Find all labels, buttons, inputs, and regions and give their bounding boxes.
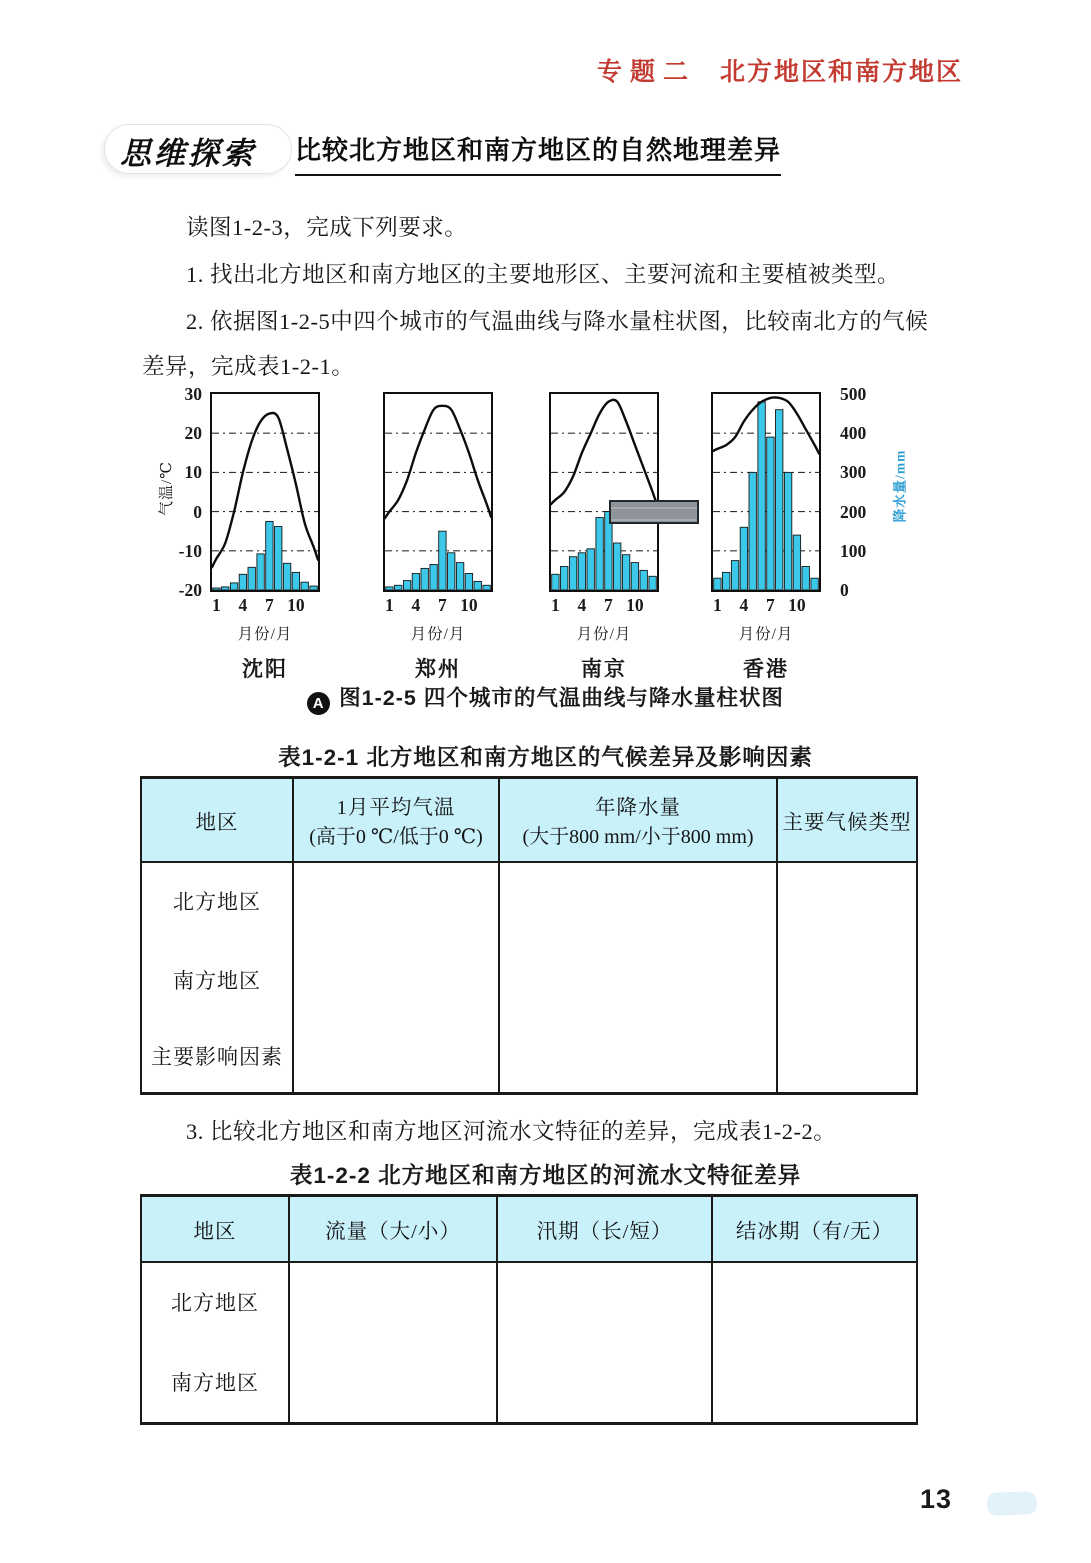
month-tick: 10 (287, 595, 305, 615)
paragraph-item2-line2: 差异，完成表1-2-1。 (142, 354, 355, 379)
precip-axis-tick: 200 (840, 501, 867, 522)
chapter-title: 北方地区和南方地区 (719, 58, 963, 86)
t1-row-label-factors: 主要影响因素 (141, 1020, 293, 1094)
table-row (141, 1342, 917, 1424)
t2-header-flow: 流量（大/小） (289, 1196, 497, 1262)
table-1-2-1 (140, 776, 918, 1095)
chart-box (383, 392, 493, 592)
climate-figure (150, 386, 970, 682)
climate-chart-zhengzhou (383, 392, 493, 683)
table1-title: 表1-2-1 北方地区和南方地区的气候差异及影响因素 (278, 745, 813, 770)
temp-axis-label: 气温/℃ (158, 461, 175, 516)
month-tick: 10 (788, 595, 806, 615)
t1-cell-blank[interactable] (777, 1020, 917, 1094)
city-label: 沈阳 (242, 658, 288, 681)
t1-row-label-north: 北方地区 (141, 862, 293, 940)
t1-cell-blank[interactable] (499, 1020, 777, 1094)
month-ticks (711, 595, 821, 619)
precip-axis-tick: 0 (840, 580, 849, 600)
month-tick: 7 (265, 595, 274, 615)
month-tick: 7 (438, 595, 447, 615)
t1-row-label-south: 南方地区 (141, 940, 293, 1020)
t2-header-flood-season: 汛期（长/短） (497, 1196, 712, 1262)
month-axis-label: 月份/月 (738, 626, 794, 643)
t2-header-ice-period: 结冰期（有/无） (712, 1196, 917, 1262)
month-tick: 1 (551, 595, 560, 615)
t2-cell-blank[interactable] (497, 1262, 712, 1342)
t2-cell-blank[interactable] (712, 1342, 917, 1424)
precip-axis-tick: 100 (840, 540, 867, 561)
month-tick: 7 (604, 595, 613, 615)
precip-axis-tick: 300 (840, 462, 867, 483)
table-row (141, 940, 917, 1020)
t1-cell-blank[interactable] (293, 862, 499, 940)
city-label: 郑州 (415, 658, 461, 681)
t1-header-region: 地区 (141, 778, 293, 862)
temp-axis-tick: 20 (184, 423, 202, 444)
t1-cell-blank[interactable] (777, 862, 917, 940)
climate-chart-hongkong (711, 392, 821, 683)
scan-artifact-gray-patch (609, 500, 699, 524)
chart-box (711, 392, 821, 592)
figure-caption-text: 图1-2-5 四个城市的气温曲线与降水量柱状图 (339, 686, 784, 710)
month-tick: 4 (739, 595, 749, 615)
month-tick: 4 (577, 595, 587, 615)
t2-row-label-north: 北方地区 (141, 1262, 289, 1342)
climate-chart-shenyang (210, 392, 320, 683)
table2-title: 表1-2-2 北方地区和南方地区的河流水文特征差异 (289, 1163, 802, 1188)
t2-cell-blank[interactable] (289, 1342, 497, 1424)
month-ticks (549, 595, 659, 619)
t1-cell-blank[interactable] (499, 862, 777, 940)
paragraph-intro: 读图1-2-3，完成下列要求。 (186, 215, 468, 240)
paragraph-item3: 3. 比较北方地区和南方地区河流水文特征的差异，完成表1-2-2。 (186, 1119, 837, 1144)
month-tick: 10 (460, 595, 478, 615)
t1-cell-blank[interactable] (777, 940, 917, 1020)
month-tick: 4 (411, 595, 421, 615)
t1-cell-blank[interactable] (293, 1020, 499, 1094)
section-title: 比较北方地区和南方地区的自然地理差异 (295, 130, 781, 176)
precip-axis-label: 降水量/mm (892, 449, 908, 523)
month-tick: 1 (385, 595, 394, 615)
t2-row-label-south: 南方地区 (141, 1342, 289, 1424)
month-tick: 4 (238, 595, 248, 615)
month-axis-label: 月份/月 (237, 626, 293, 643)
climate-chart-nanjing (549, 392, 659, 683)
city-label: 南京 (581, 658, 627, 681)
temp-axis-tick: -20 (178, 580, 202, 600)
temp-axis-tick: 10 (184, 462, 202, 483)
t2-cell-blank[interactable] (712, 1262, 917, 1342)
paragraph-item2-line1: 2. 依据图1-2-5中四个城市的气温曲线与降水量柱状图，比较南北方的气候 (186, 309, 929, 334)
month-tick: 1 (713, 595, 722, 615)
table-row (141, 1262, 917, 1342)
t2-header-region: 地区 (141, 1196, 289, 1262)
month-axis-label: 月份/月 (576, 626, 632, 643)
t1-header-jan-temp: 1月平均气温 (高于0 ℃/低于0 ℃) (293, 778, 499, 862)
page-number: 13 (920, 1484, 953, 1514)
section-badge: 思维探索 (120, 136, 256, 171)
t1-cell-blank[interactable] (499, 940, 777, 1020)
table-row (141, 1020, 917, 1094)
t1-header-climate-type: 主要气候类型 (777, 778, 917, 862)
city-label: 香港 (743, 658, 789, 681)
chapter-number: 专题二 (596, 58, 696, 86)
precip-axis-tick: 400 (840, 423, 867, 444)
figure-caption (0, 681, 1091, 715)
temp-axis-tick: 0 (193, 501, 202, 522)
temp-axis-tick: -10 (178, 540, 202, 561)
chart-box (210, 392, 320, 592)
month-ticks (383, 595, 493, 619)
page-header (597, 52, 963, 88)
precip-axis-tick: 500 (840, 384, 867, 404)
month-tick: 7 (766, 595, 775, 615)
t1-header-annual-precip: 年降水量 (大于800 mm/小于800 mm) (499, 778, 777, 862)
temp-axis-tick: 30 (184, 384, 202, 404)
t2-cell-blank[interactable] (289, 1262, 497, 1342)
month-tick: 10 (626, 595, 644, 615)
table-row (141, 862, 917, 940)
page-number-swoosh (987, 1491, 1038, 1516)
paragraph-item1: 1. 找出北方地区和南方地区的主要地形区、主要河流和主要植被类型。 (186, 262, 901, 287)
chart-box (549, 392, 659, 592)
month-tick: 1 (212, 595, 221, 615)
t1-cell-blank[interactable] (293, 940, 499, 1020)
t2-cell-blank[interactable] (497, 1342, 712, 1424)
table-1-2-2 (140, 1194, 918, 1425)
month-ticks (210, 595, 320, 619)
caption-marker-icon: A (307, 692, 330, 715)
month-axis-label: 月份/月 (410, 626, 466, 643)
